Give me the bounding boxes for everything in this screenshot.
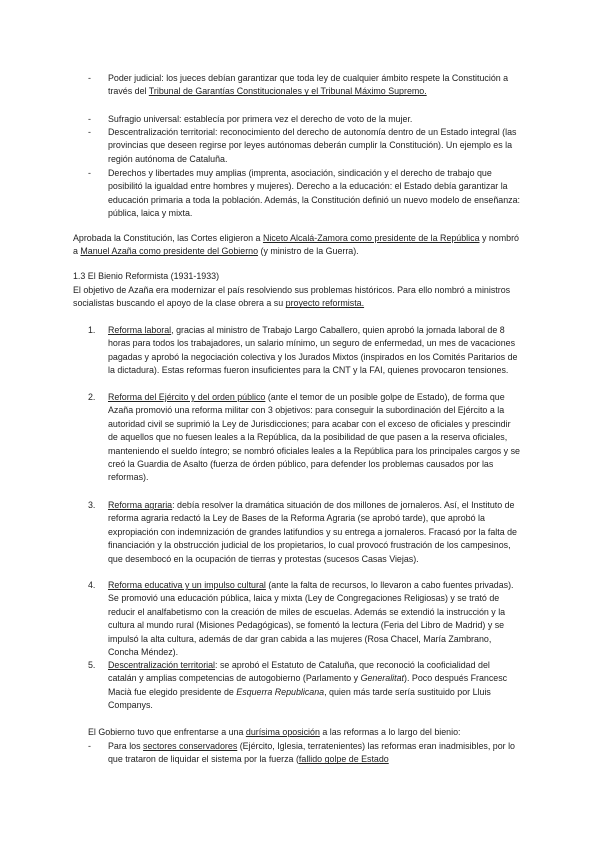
underlined-text: Descentralización territorial xyxy=(108,660,216,670)
paragraph-aprobada xyxy=(73,232,523,259)
list-item-descentralizacion xyxy=(108,126,520,166)
list-marker: - xyxy=(88,114,91,124)
underlined-text: Reforma del Ejército y del orden público xyxy=(108,392,266,402)
list-number: 3. xyxy=(88,500,96,510)
reform-agraria xyxy=(108,499,520,566)
text-run: , gracias al ministro de Trabajo Largo Caballero, quien aprobó la jornada laboral de 8 horas para todos los trabajadores, un salario mínimo, un seguro de enfermedad, un mes de vacaciones pagadas y aprobó la negociación colectiva y los Jurados Mixtos (inspirados en los Comités Paritarios de la dictadura). Estas reformas fueron insuficientes para la CNT y la FAI, quienes provocaron tensiones. xyxy=(108,325,518,376)
underlined-text: fallido golpe de Estado xyxy=(298,754,389,765)
underlined-text: Niceto Alcalá-Zamora como presidente de la República xyxy=(262,233,480,243)
list-marker: - xyxy=(88,127,91,137)
paragraph-gobierno xyxy=(88,726,528,739)
text-run: (Ejército, Iglesia, terratenientes) las reformas eran inadmisibles, por lo que trataron de liquidar el sistema por la fuerza ( xyxy=(108,741,515,765)
underlined-text: sectores conservadores xyxy=(143,741,238,751)
list-number: 5. xyxy=(88,660,96,670)
text-run: Descentralización territorial: reconocimiento del derecho de autonomía dentro de un Estado integral (las provincias que deseen regirse por leyes autónomas deberán cumplir la Constitución). Un ejemplo es la región autónoma de Cataluña. xyxy=(108,127,517,164)
text-run: El objetivo de Azaña era modernizar el país resolviendo sus problemas históricos. Para ello nombró a ministros socialistas buscando el apoyo de la clase obrera a su xyxy=(73,285,511,309)
underlined-text: Reforma educativa y un impulso cultural xyxy=(108,580,266,590)
text-run: Para los xyxy=(108,741,144,751)
reform-educativa xyxy=(108,579,520,659)
reform-laboral xyxy=(108,324,520,378)
list-item-sectores-conservadores xyxy=(108,740,520,767)
list-item-poder-judicial xyxy=(108,72,520,99)
reform-territorial xyxy=(108,659,520,713)
list-item-sufragio xyxy=(108,113,520,126)
text-run: y nombró a xyxy=(73,233,519,257)
list-number: 1. xyxy=(88,325,96,335)
italic-text: Generalitat xyxy=(360,673,405,684)
text-run: Aprobada la Constitución, las Cortes eligieron a xyxy=(73,233,263,243)
text-run: a las reformas a lo largo del bienio: xyxy=(319,727,461,737)
section-heading: 1.3 El Bienio Reformista (1931-1933) xyxy=(73,271,220,281)
text-run: El Gobierno tuvo que enfrentarse a una xyxy=(88,727,246,737)
underlined-text: durísima oposición xyxy=(245,727,320,737)
list-number: 4. xyxy=(88,580,96,590)
text-run: , quien más tarde sería sustituido por Lluis Companys. xyxy=(108,686,491,711)
list-number: 2. xyxy=(88,392,96,402)
list-item-derechos xyxy=(108,167,520,221)
text-run: : debía resolver la dramática situación de dos millones de jornaleros. Así, el Instituto de reforma agraria redactó la Ley de Bases de la Reforma Agraria (se aprobó tarde), que aprobó la expropiación con indemnización de grandes latifundios y su entrega a jornaleros. Fracasó por la falta de financiación y la obstrucción judicial de los propietarios, lo cual provocó frustración de los campesinos, que desembocó en la ocupación de tierras y protestas (sucesos Casas Viejas). xyxy=(108,500,517,564)
underlined-text: Reforma laboral xyxy=(108,325,172,335)
underlined-text: proyecto reformista. xyxy=(285,298,365,309)
list-marker: - xyxy=(88,73,91,83)
paragraph-objetivo xyxy=(73,284,528,311)
text-run: (y ministro de la Guerra). xyxy=(258,246,359,257)
text-run: Poder judicial: los jueces debían garantizar que toda ley de cualquier ámbito respete la Constitución a través del xyxy=(108,73,509,97)
underlined-text: Reforma agraria xyxy=(108,500,173,510)
reform-ejercito xyxy=(108,391,520,485)
text-run: (ante la falta de recursos, lo llevaron a cabo fuentes privadas). Se promovió una educación pública, laica y mixta (Ley de Congregaciones Religiosas) y se trató de reducir el analfabetismo con la creación de miles de escuelas. Además se extendió la instrucción y la cultura al mundo rural (Misiones Pedagógicas), se fomentó la lectura (Feria del Libro de Madrid) y se impulsó la alta cultura, además de dar gran cabida a las mujeres (Rosa Chacel, María Zambrano, Concha Méndez). xyxy=(108,580,514,658)
italic-text: Esquerra Republicana xyxy=(236,686,325,697)
text-run: : se aprobó el Estatuto de Cataluña, que reconoció la cooficialidad del catalán y amplias competencias de autogobierno (Parlamento y xyxy=(108,660,490,684)
list-marker: - xyxy=(88,168,91,178)
text-run: (ante el temor de un posible golpe de Estado), de forma que Azaña promovió una reforma militar con 3 objetivos: para conseguir la subordinación del Ejército a la autoridad civil se suprimió la Ley de Jurisdicciones; para acabar con el exceso de oficiales y prescindir de aquellos que no fuesen leales a la República, da la posibilidad de que pasen a la reserva oficiales, manteniendo el sueldo íntegro; se nombró oficiales leales a la República para los principales cargos y se creó la Guardia de Asalto (fuerza de órden público, para defender los problemas causados por las reformas). xyxy=(108,392,520,483)
underlined-text: Manuel Azaña como presidente del Gobierno xyxy=(80,246,259,257)
list-marker: - xyxy=(88,741,91,751)
text-run: ). Poco después Francesc Macià fue elegido presidente de xyxy=(108,673,508,697)
text-run: Derechos y libertades muy amplias (imprenta, asociación, sindicación y el derecho de trabajo que posibilitó la igualdad entre hombres y mujeres). Derecho a la educación: el Estado debía garantizar la educación primaria a toda la población. Además, la Constitución definió un nuevo modelo de enseñanza: pública, laica y mixta. xyxy=(108,168,520,219)
text-run: Sufragio universal: establecía por primera vez el derecho de voto de la mujer. xyxy=(108,114,413,124)
underlined-text: Tribunal de Garantías Constitucionales y el Tribunal Máximo Supremo. xyxy=(148,86,427,97)
